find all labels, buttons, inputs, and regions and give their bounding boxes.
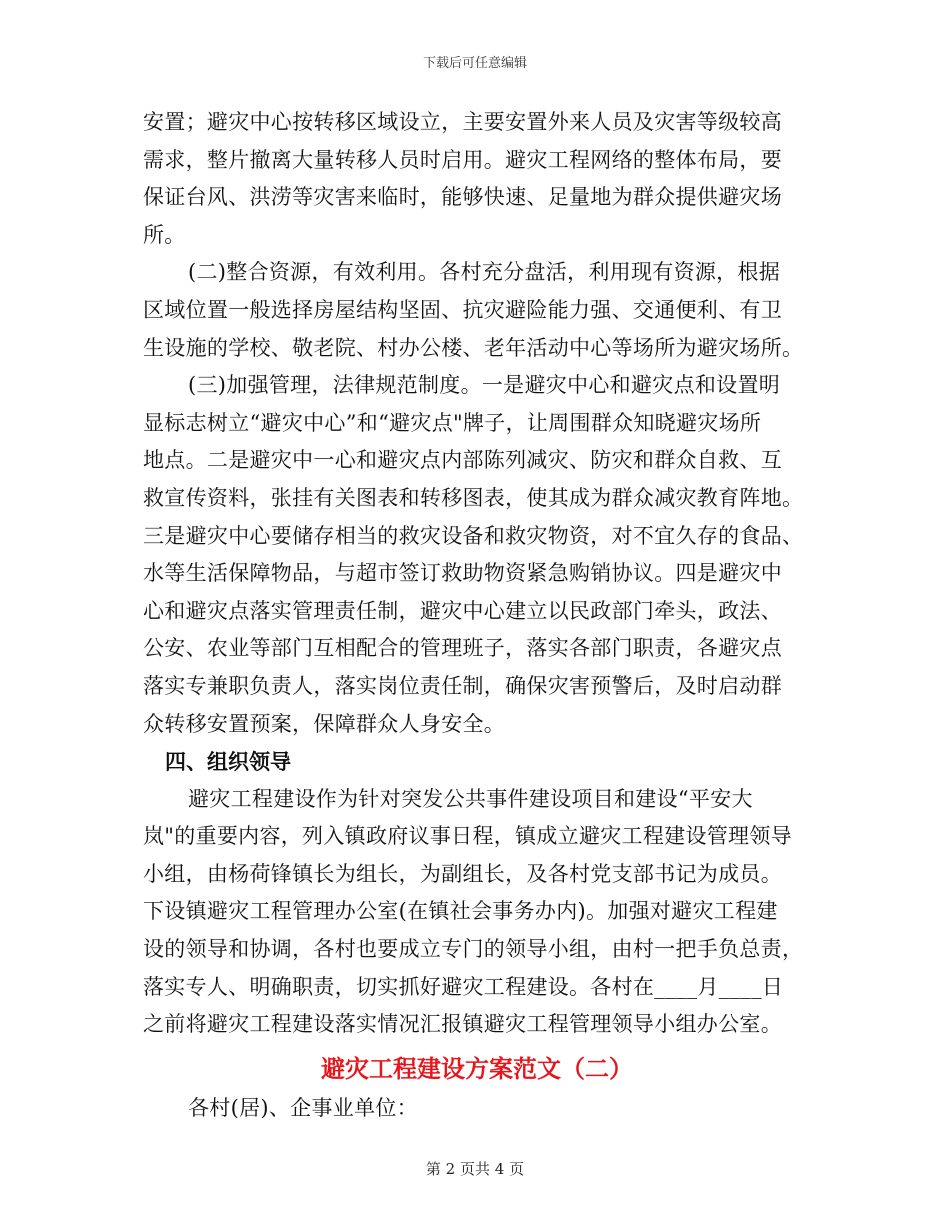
section-heading: 四、组织领导 — [165, 749, 291, 775]
text-line: 落实专人、明确职责，切实抓好避灾工程建设。各村在____月____日 — [143, 974, 784, 999]
text-line: 救宣传资料，张挂有关图表和转移图表，使其成为群众减灾教育阵地。 — [143, 485, 804, 510]
text-line: 地点。二是避灾中一心和避灾点内部陈列减灾、防灾和群众自救、互 — [143, 448, 782, 473]
text-line: 之前将避灾工程建设落实情况汇报镇避灾工程管理领导小组办公室。 — [143, 1012, 782, 1037]
text-line: 保证台风、洪涝等灾害来临时，能够快速、足量地为群众提供避灾场 — [143, 185, 782, 210]
salutation — [143, 1090, 811, 1128]
text-line: 需求，整片撤离大量转移人员时启用。避灾工程网络的整体布局，要 — [143, 147, 782, 172]
document-title-red: 避灾工程建设方案范文（二） — [321, 1053, 633, 1083]
page-header: 下载后可任意编辑 — [422, 56, 527, 71]
paragraph-2 — [143, 254, 811, 367]
text-line: 水等生活保障物品，与超市签订救助物资紧急购销协议。四是避灾中 — [143, 561, 782, 586]
text-line: 心和避灾点落实管理责任制，避灾中心建立以民政部门牵头，政法、 — [143, 598, 782, 623]
paragraph-1 — [143, 104, 811, 254]
text-line: 三是避灾中心要储存相当的救灾设备和救灾物资，对不宜久存的食品、 — [143, 523, 804, 548]
text-line: 安置；避灾中心按转移区域设立，主要安置外来人员及灾害等级较高 — [143, 110, 782, 134]
text-line: 避灾工程建设作为针对突发公共事件建设项目和建设“平安大 — [188, 786, 753, 811]
page-footer: 第 2 页共 4 页 — [425, 1160, 525, 1178]
text-line: 设的领导和协调，各村也要成立专门的领导小组，由村一把手负总责， — [143, 937, 804, 962]
text-line: 显标志树立“避灾中心”和“避灾点"牌子，让周围群众知晓避灾场所 — [143, 410, 762, 435]
text-line: (三)加强管理，法律规范制度。一是避灾中心和避灾点和设置明 — [188, 373, 781, 398]
text-line: 各村(居)、企事业单位： — [188, 1095, 418, 1120]
paragraph-3 — [143, 367, 811, 743]
text-line: 公安、农业等部门互相配合的管理班子，落实各部门职责，各避灾点 — [143, 636, 782, 661]
text-line: 众转移安置预案，保障群众人身安全。 — [143, 711, 506, 736]
text-line: 落实专兼职负责人，落实岗位责任制，确保灾害预警后，及时启动群 — [143, 673, 782, 698]
text-line: 所。 — [143, 222, 186, 247]
text-line: 小组，由杨荷锋镇长为组长，为副组长，及各村党支部书记为成员。 — [143, 861, 782, 886]
text-line: 生设施的学校、敬老院、村办公楼、老年活动中心等场所为避灾场所。 — [143, 335, 804, 360]
text-line: 区域位置一般选择房屋结构坚固、抗灾避险能力强、交通便利、有卫 — [143, 297, 782, 322]
text-line: (二)整合资源，有效利用。各村充分盘活，利用现有资源，根据 — [188, 260, 781, 285]
paragraph-4 — [143, 781, 811, 1044]
text-line: 下设镇避灾工程管理办公室(在镇社会事务办内)。加强对避灾工程建 — [143, 899, 778, 924]
text-line: 岚"的重要内容，列入镇政府议事日程，镇成立避灾工程建设管理领导 — [143, 824, 792, 849]
document-body — [143, 104, 811, 1127]
